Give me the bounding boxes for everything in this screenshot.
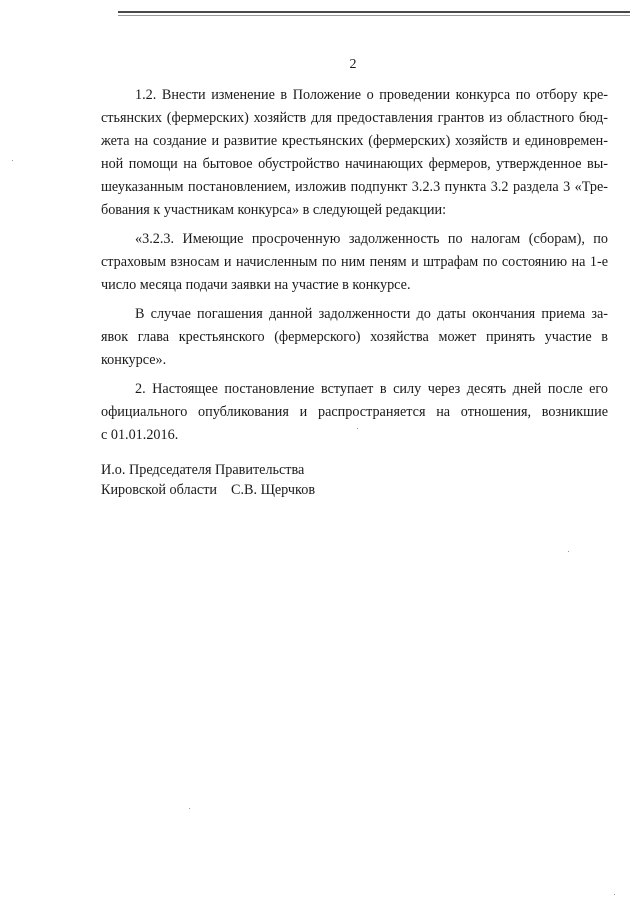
paragraph-clause-3-2-3 [101, 228, 608, 297]
text-line: стьянских (фермерских) хозяйств для предоставления грантов из областного бюд- [101, 110, 608, 126]
text-line: ной помощи на бытовое обустройство начинающих фермеров, утвержденное вы- [101, 156, 608, 172]
signatory-region: Кировской области [101, 482, 217, 498]
text-line: бования к участникам конкурса» в следующей редакции: [101, 202, 447, 218]
text-line: официального опубликования и распространяется на отношения, возникшие [101, 404, 608, 420]
text-line: с 01.01.2016. [101, 427, 179, 443]
scan-speck [357, 428, 358, 429]
signatory-line [101, 480, 315, 500]
text-line: «3.2.3. Имеющие просроченную задолженность по налогам (сборам), по [135, 231, 608, 247]
text-line: 2. Настоящее постановление вступает в силу через десять дней после его [135, 381, 608, 397]
signatory-title: И.о. Председателя Правительства [101, 462, 305, 478]
signatory-name: С.В. Щерчков [231, 482, 316, 498]
text-line: 1.2. Внести изменение в Положение о проведении конкурса по отбору кре- [135, 87, 608, 103]
scan-speck [12, 160, 13, 161]
text-line: конкурсе». [101, 352, 167, 368]
text-line: явок глава крестьянского (фермерского) хозяйства может принять участие в [101, 329, 608, 345]
paragraph-effective-date [101, 378, 608, 447]
text-line: число месяца подачи заявки на участие в конкурсе. [101, 277, 411, 293]
text-line: В случае погашения данной задолженности до даты окончания приема за- [135, 306, 608, 322]
scan-edge-line-secondary [118, 15, 630, 16]
text-line: жета на создание и развитие крестьянских (фермерских) хозяйств и единовремен- [101, 133, 608, 149]
signature-block [101, 460, 315, 500]
text-line: страховым взносам и начисленным по ним пеням и штрафам по состоянию на 1-е [101, 254, 608, 270]
scan-speck [189, 808, 190, 809]
paragraph-amendment [101, 84, 608, 222]
scan-edge-line [118, 11, 630, 13]
paragraph-debt-repayment [101, 303, 608, 372]
text-line: шеуказанным постановлением, изложив подпункт 3.2.3 пункта 3.2 раздела 3 «Тре- [101, 179, 608, 195]
document-body [101, 84, 608, 447]
scan-speck [614, 894, 615, 895]
page-number: 2 [349, 57, 357, 72]
scan-speck [568, 551, 569, 552]
